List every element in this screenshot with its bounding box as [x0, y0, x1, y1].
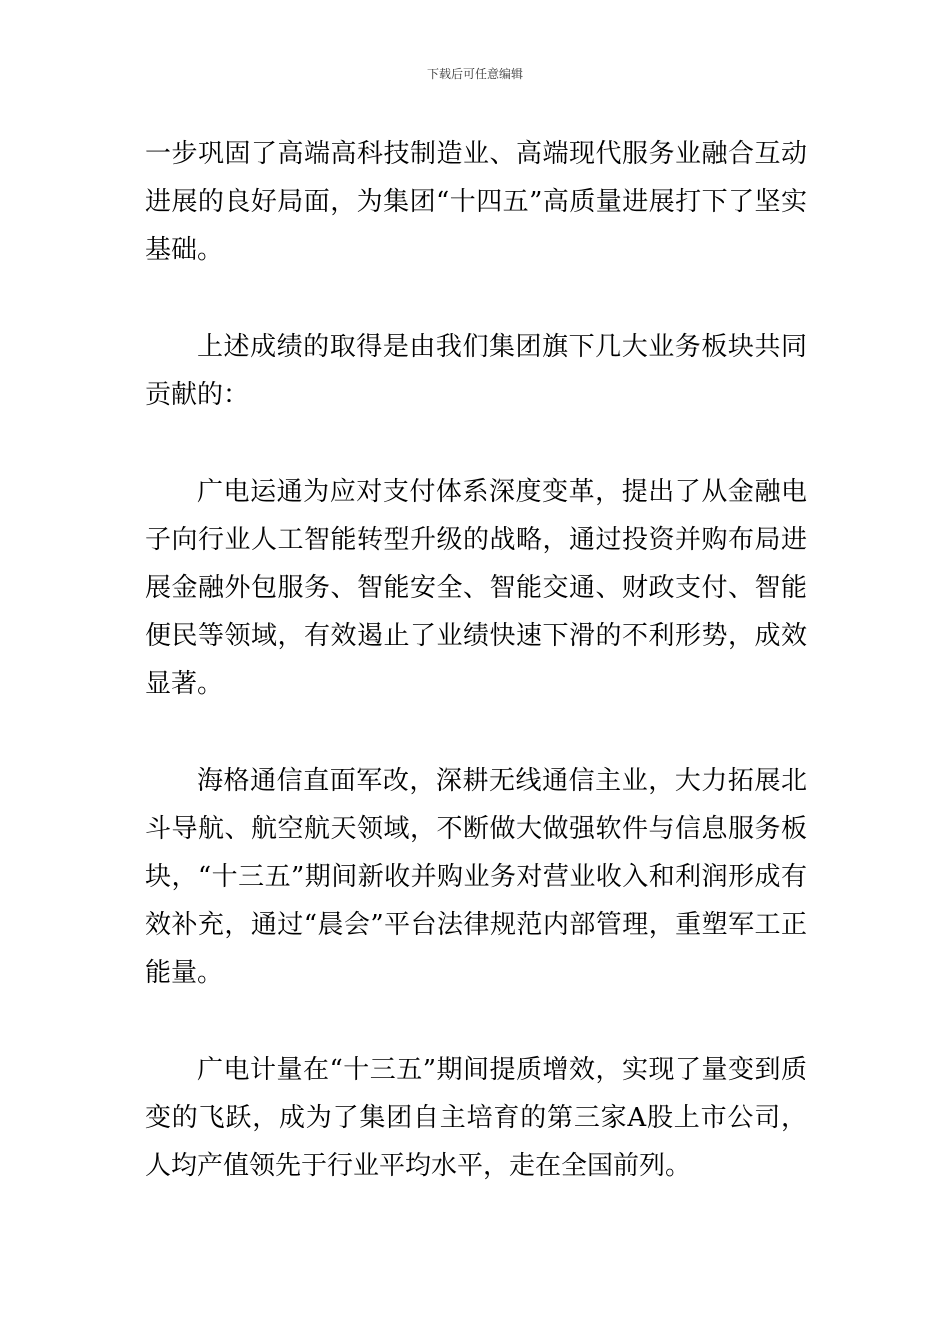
document-body	[145, 130, 807, 1239]
page-header: 下载后可任意编辑	[426, 67, 523, 81]
paragraph-haige-communications: 海格通信直面军改，深耕无线通信主业，大力拓展北斗导航、航空航天领域，不断做大做强软件与信息服务板块，“十三五”期间新收并购业务对营业收入和利润形成有效补充，通过“晨会”平台法律规范内部管理，重塑军工正能量。	[145, 766, 807, 988]
paragraph-intro: 上述成绩的取得是由我们集团旗下几大业务板块共同贡献的：	[145, 332, 807, 410]
paragraph-grg-banking: 广电运通为应对支付体系深度变革，提出了从金融电子向行业人工智能转型升级的战略，通过投资并购布局进展金融外包服务、智能安全、智能交通、财政支付、智能便民等领域，有效遏止了业绩快速下滑的不利形势，成效显著。	[145, 477, 807, 699]
paragraph-grg-metrology: 广电计量在“十三五”期间提质增效，实现了量变到质变的飞跃，成为了集团自主培育的第三家A股上市公司，人均产值领先于行业平均水平，走在全国前列。	[145, 1055, 807, 1181]
paragraph-continuation: 一步巩固了高端高科技制造业、高端现代服务业融合互动进展的良好局面，为集团“十四五”高质量进展打下了坚实基础。	[145, 139, 807, 265]
